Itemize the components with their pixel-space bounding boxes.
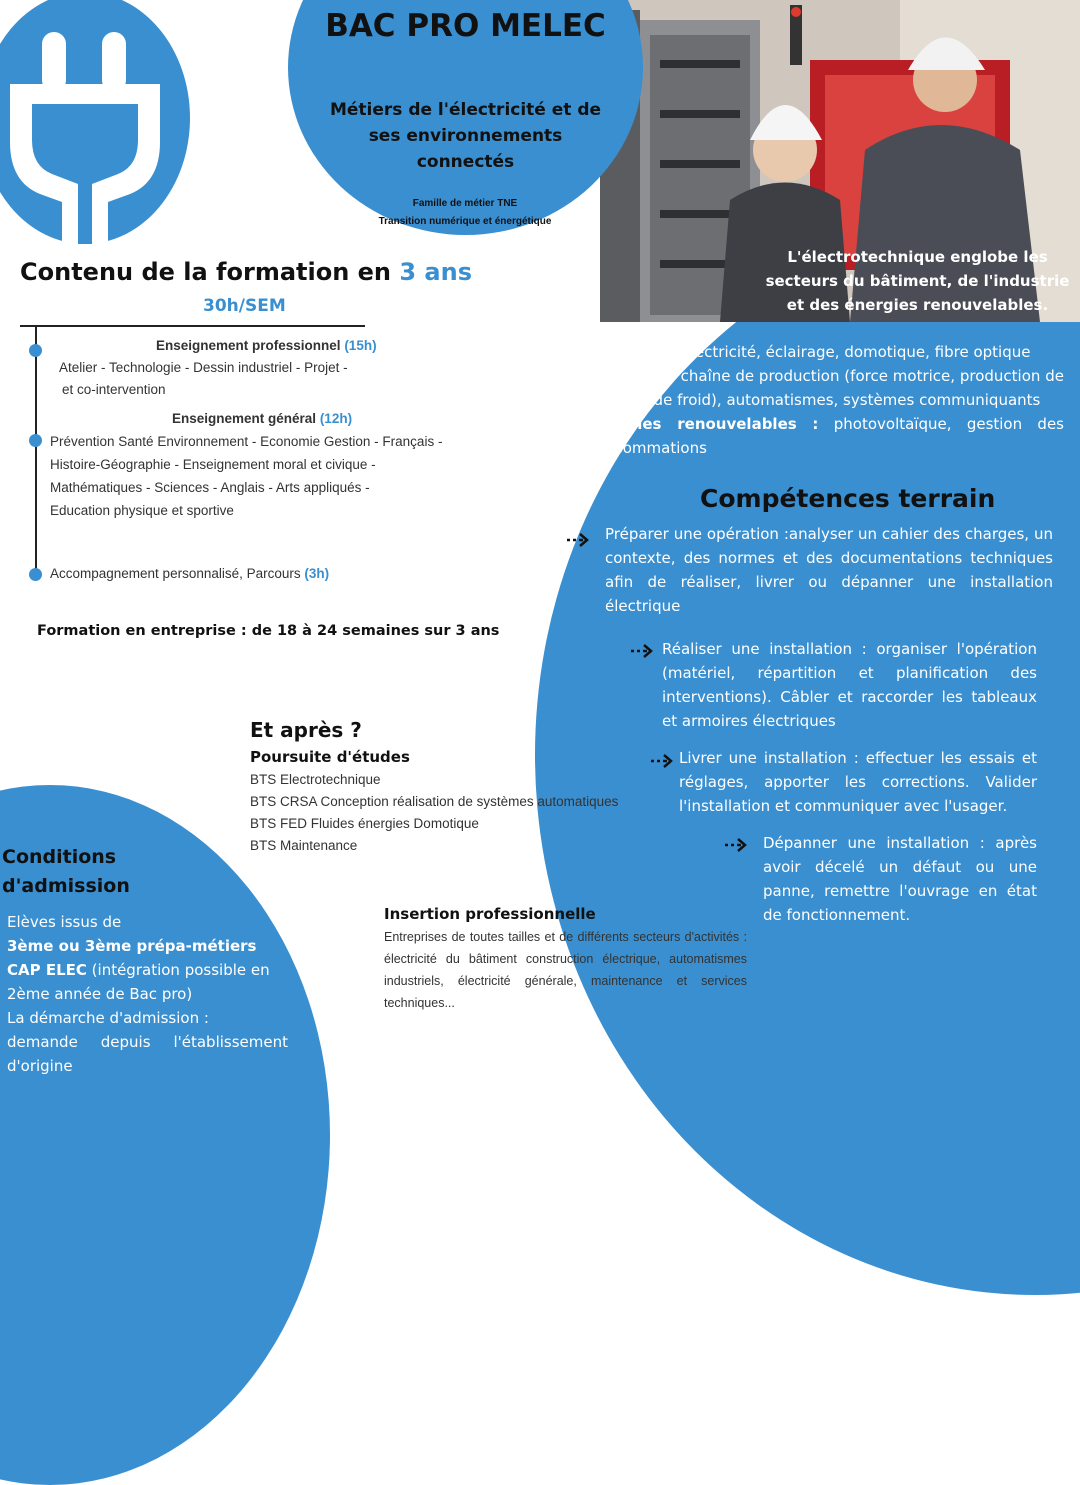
plug-icon: [0, 0, 190, 244]
conditions-title-line-2: d'admission: [2, 875, 130, 897]
timeline-dot: [29, 434, 42, 447]
arrow-icon: [724, 836, 750, 854]
sector-label: Industrie :: [588, 367, 676, 385]
pro-teaching-label: Enseignement professionnel: [156, 338, 341, 353]
gen-teaching-text-4: Education physique et sportive: [50, 503, 234, 518]
gen-teaching-title: [172, 407, 352, 430]
conditions-line: demande depuis l'établissement: [7, 1033, 288, 1051]
list-item: BTS CRSA Conception réalisation de systèmes automatiques: [250, 794, 619, 809]
conditions-line: 3ème ou 3ème prépa-métiers: [7, 937, 257, 955]
skill-item: Dépanner une installation : après avoir décelé un défaut ou une panne, remettre l'ouvrage en état de fonctionnement.: [763, 834, 1037, 924]
plug-logo-circle: [0, 0, 190, 244]
conditions-title: [2, 843, 130, 901]
gen-teaching-text-1: Prévention Santé Environnement - Economie Gestion - Français -: [50, 434, 443, 449]
conditions-text: [7, 910, 288, 1078]
content-title: [20, 258, 472, 286]
pro-teaching-text-2: et co-intervention: [62, 382, 166, 397]
sector-label: Energies renouvelables :: [588, 415, 819, 433]
sectors-list: [588, 340, 1064, 460]
conditions-line: [7, 958, 288, 982]
studies-list: [250, 768, 618, 856]
list-item: BTS FED Fluides énergies Domotique: [250, 816, 479, 831]
timeline-dot: [29, 568, 42, 581]
sector-label: Bâtiment :: [588, 343, 677, 361]
insertion-title: Insertion professionnelle: [384, 905, 596, 923]
skills-title: Compétences terrain: [700, 484, 996, 513]
sector-text: chaîne de production (force motrice, production de chaleur, de froid), automatismes, systèmes communiquants: [588, 367, 1065, 409]
arrow-icon: [566, 531, 592, 549]
sector-text: électricité, éclairage, domotique, fibre optique: [676, 343, 1031, 361]
timeline-vertical-line: [35, 326, 37, 574]
content-title-duration: 3 ans: [399, 258, 472, 286]
pro-teaching-title: [156, 334, 377, 357]
conditions-title-line-1: Conditions: [2, 846, 117, 868]
gen-teaching-text-2: Histoire-Géographie - Enseignement moral et civique -: [50, 457, 376, 472]
sector-text: photovoltaïque, gestion des consommations: [588, 415, 1064, 457]
conditions-line: Elèves issus de: [7, 913, 122, 931]
content-title-prefix: Contenu de la formation en: [20, 258, 392, 286]
accompaniment-hours: (3h): [304, 566, 330, 581]
intro-text: L'électrotechnique englobe les secteurs du bâtiment, de l'industrie et des énergies renouvelables.: [765, 248, 1070, 314]
accompaniment-label: Accompagnement personnalisé, Parcours: [50, 566, 301, 581]
gen-teaching-hours: (12h): [319, 411, 353, 426]
list-item: BTS Electrotechnique: [250, 772, 381, 787]
studies-title: Poursuite d'études: [250, 748, 410, 766]
cap-elec-label: CAP ELEC: [7, 961, 87, 979]
page-title: BAC PRO MELEC: [325, 8, 606, 44]
conditions-line: 2ème année de Bac pro): [7, 985, 193, 1003]
conditions-line: d'origine: [7, 1057, 73, 1075]
accompaniment: [50, 562, 329, 585]
list-item: BTS Maintenance: [250, 838, 358, 853]
arrow-icon: [630, 642, 656, 660]
skill-item: Livrer une installation : effectuer les essais et réglages, apporter les corrections. Valider l'installation et communiquer avec l'usager.: [679, 749, 1037, 815]
arrow-icon: [650, 752, 676, 770]
family-line-1: Famille de métier TNE: [412, 198, 518, 209]
timeline-dot: [29, 344, 42, 357]
pro-teaching-hours: (15h): [344, 338, 377, 353]
pro-teaching-text-1: Atelier - Technologie - Dessin industriel - Projet -: [59, 360, 348, 375]
weekly-hours: 30h/SEM: [203, 296, 286, 316]
skill-item: Préparer une opération :analyser un cahier des charges, un contexte, des normes et des documentations techniques afin de réaliser, livrer ou dépanner une installation électrique: [605, 525, 1053, 615]
timeline-horizontal-line: [20, 325, 365, 327]
page-subtitle: Métiers de l'électricité et de ses environnements connectés: [329, 100, 602, 172]
company-training: Formation en entreprise : de 18 à 24 semaines sur 3 ans: [37, 623, 500, 639]
insertion-text: Entreprises de toutes tailles et de différents secteurs d'activités : électricité du bâtiment construction électrique, automatismes industriels, électricité générale, maintenance et services techniques...: [384, 930, 747, 1010]
family-line-2: Transition numérique et énergétique: [378, 216, 552, 227]
cap-elec-detail: (intégration possible en: [86, 961, 270, 979]
gen-teaching-label: Enseignement général: [172, 411, 317, 426]
conditions-line: La démarche d'admission :: [7, 1009, 209, 1027]
family-label: [340, 195, 590, 231]
gen-teaching-text-3: Mathématiques - Sciences - Anglais - Arts appliqués -: [50, 480, 370, 495]
after-title: Et après ?: [250, 718, 362, 742]
skill-item: Réaliser une installation : organiser l'opération (matériel, répartition et planification des interventions). Câbler et raccorder les tableaux et armoires électriques: [662, 640, 1037, 730]
